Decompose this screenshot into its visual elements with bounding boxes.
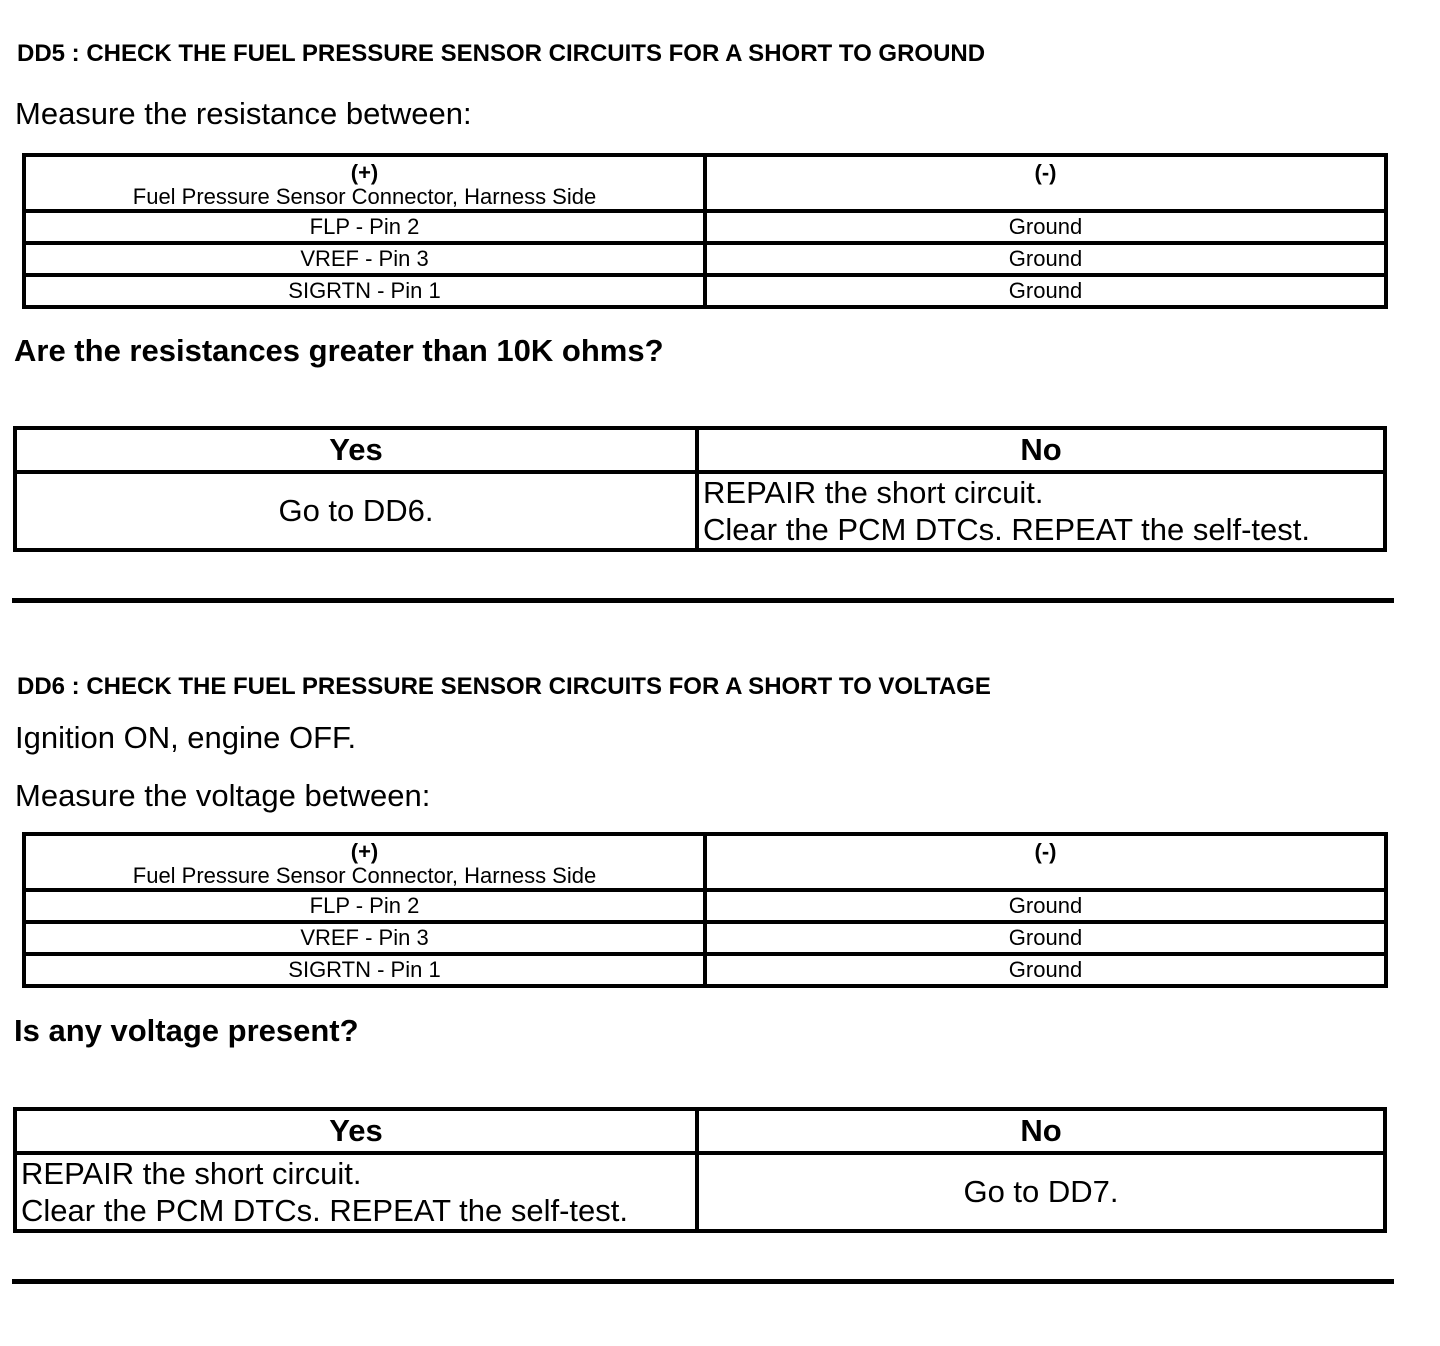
yes-action [15, 472, 697, 550]
action-line: Go to DD7. [963, 1174, 1119, 1209]
no-header: No [697, 428, 1385, 472]
minus-cell: Ground [705, 890, 1386, 922]
plus-column-label: Fuel Pressure Sensor Connector, Harness Side [132, 863, 597, 888]
decision-body-row [15, 1153, 1385, 1231]
minus-cell: Ground [705, 243, 1386, 275]
plus-column-header [24, 155, 705, 211]
plus-cell: SIGRTN - Pin 1 [24, 954, 705, 986]
table-row [24, 243, 1386, 275]
minus-cell: Ground [705, 954, 1386, 986]
plus-cell: FLP - Pin 2 [24, 890, 705, 922]
plus-cell: VREF - Pin 3 [24, 243, 705, 275]
dd6-decision-table [13, 1107, 1387, 1233]
decision-body-row [15, 472, 1385, 550]
table-row [24, 954, 1386, 986]
no-header: No [697, 1109, 1385, 1153]
plus-cell: SIGRTN - Pin 1 [24, 275, 705, 307]
decision-header-row [15, 1109, 1385, 1153]
action-line: Go to DD6. [278, 493, 434, 528]
dd6-question: Is any voltage present? [14, 1013, 359, 1048]
plus-column-label: Fuel Pressure Sensor Connector, Harness Side [132, 184, 597, 209]
yes-header: Yes [15, 1109, 697, 1153]
no-action [697, 1153, 1385, 1231]
table-header-row [24, 155, 1386, 211]
minus-cell: Ground [705, 275, 1386, 307]
yes-header: Yes [15, 428, 697, 472]
table-row [24, 922, 1386, 954]
minus-cell: Ground [705, 922, 1386, 954]
table-row [24, 275, 1386, 307]
minus-symbol: (-) [1034, 839, 1057, 864]
minus-column-header [705, 834, 1386, 890]
plus-cell: FLP - Pin 2 [24, 211, 705, 243]
minus-symbol: (-) [1034, 160, 1057, 185]
section-divider [12, 1279, 1394, 1284]
plus-column-header [24, 834, 705, 890]
dd5-question: Are the resistances greater than 10K ohms? [14, 333, 664, 368]
table-row [24, 211, 1386, 243]
dd6-instruction-measure: Measure the voltage between: [15, 778, 431, 813]
plus-symbol: (+) [350, 160, 379, 185]
table-row [24, 890, 1386, 922]
dd6-heading: DD6 : CHECK THE FUEL PRESSURE SENSOR CIRCUITS FOR A SHORT TO VOLTAGE [17, 673, 991, 700]
action-line: Clear the PCM DTCs. REPEAT the self-test. [703, 512, 1310, 547]
dd5-decision-table [13, 426, 1387, 552]
dd5-measure-table [22, 153, 1388, 309]
decision-header-row [15, 428, 1385, 472]
dd5-instruction: Measure the resistance between: [15, 96, 472, 131]
table-header-row [24, 834, 1386, 890]
dd5-heading: DD5 : CHECK THE FUEL PRESSURE SENSOR CIRCUITS FOR A SHORT TO GROUND [17, 40, 986, 67]
plus-symbol: (+) [350, 839, 379, 864]
yes-action [15, 1153, 697, 1231]
section-divider [12, 598, 1394, 603]
no-action [697, 472, 1385, 550]
action-line: REPAIR the short circuit. [21, 1156, 362, 1191]
plus-cell: VREF - Pin 3 [24, 922, 705, 954]
dd6-measure-table [22, 832, 1388, 988]
dd6-instruction-ignition: Ignition ON, engine OFF. [15, 720, 357, 755]
action-line: REPAIR the short circuit. [703, 475, 1044, 510]
minus-cell: Ground [705, 211, 1386, 243]
minus-column-header [705, 155, 1386, 211]
action-line: Clear the PCM DTCs. REPEAT the self-test. [21, 1193, 628, 1228]
